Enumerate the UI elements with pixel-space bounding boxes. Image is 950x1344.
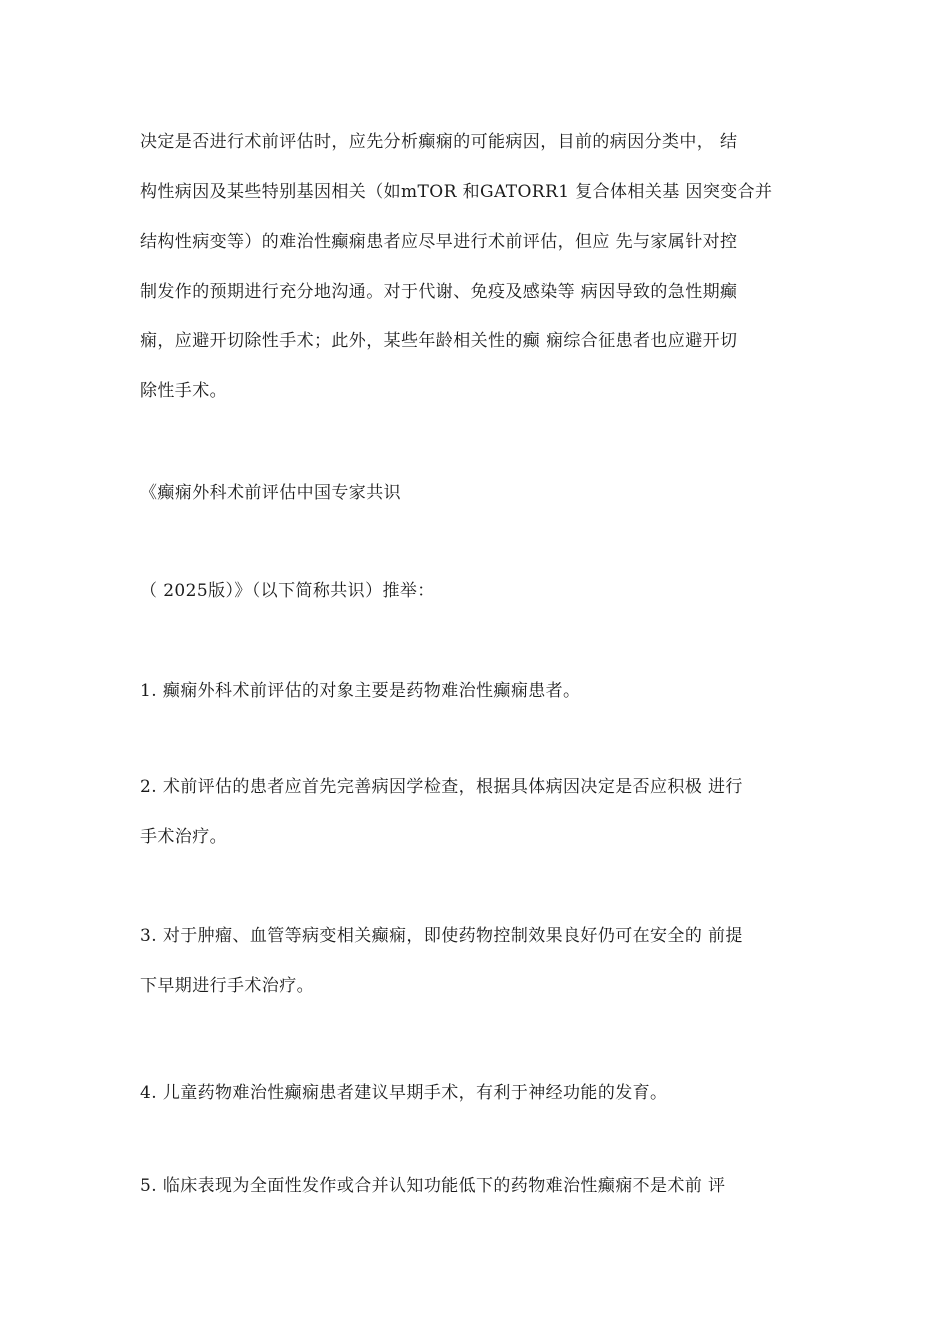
citation-line: （ 2025版）》（以下简称共识）推举： xyxy=(140,581,435,601)
list-item: 5. 临床表现为全面性发作或合并认知功能低下的药物难治性癫痫不是术前 评 xyxy=(140,1176,726,1196)
list-item-continuation: 下早期进行手术治疗。 xyxy=(140,976,314,996)
paragraph-line: 构性病因及某些特别基因相关（如mTOR 和GATORR1 复合体相关基 因突变合并 xyxy=(140,182,773,202)
paragraph-line: 结构性病变等）的难治性癫痫患者应尽早进行术前评估，但应 先与家属针对控 xyxy=(140,232,738,252)
list-item: 4. 儿童药物难治性癫痫患者建议早期手术，有利于神经功能的发育。 xyxy=(140,1083,668,1103)
list-item: 1. 癫痫外科术前评估的对象主要是药物难治性癫痫患者。 xyxy=(140,681,581,701)
list-item: 2. 术前评估的患者应首先完善病因学检查，根据具体病因决定是否应积极 进行 xyxy=(140,777,743,797)
paragraph-line: 制发作的预期进行充分地沟通。对于代谢、免疫及感染等 病因导致的急性期癫 xyxy=(140,282,738,302)
paragraph-line: 除性手术。 xyxy=(140,381,227,401)
citation-line: 《癫痫外科术前评估中国专家共识 xyxy=(140,483,401,503)
paragraph-line: 痫，应避开切除性手术；此外，某些年龄相关性的癫 痫综合征患者也应避开切 xyxy=(140,331,738,351)
list-item: 3. 对于肿瘤、血管等病变相关癫痫，即使药物控制效果良好仍可在安全的 前提 xyxy=(140,926,743,946)
list-item-continuation: 手术治疗。 xyxy=(140,827,227,847)
paragraph-line: 决定是否进行术前评估时，应先分析癫痫的可能病因，目前的病因分类中， 结 xyxy=(140,132,738,152)
